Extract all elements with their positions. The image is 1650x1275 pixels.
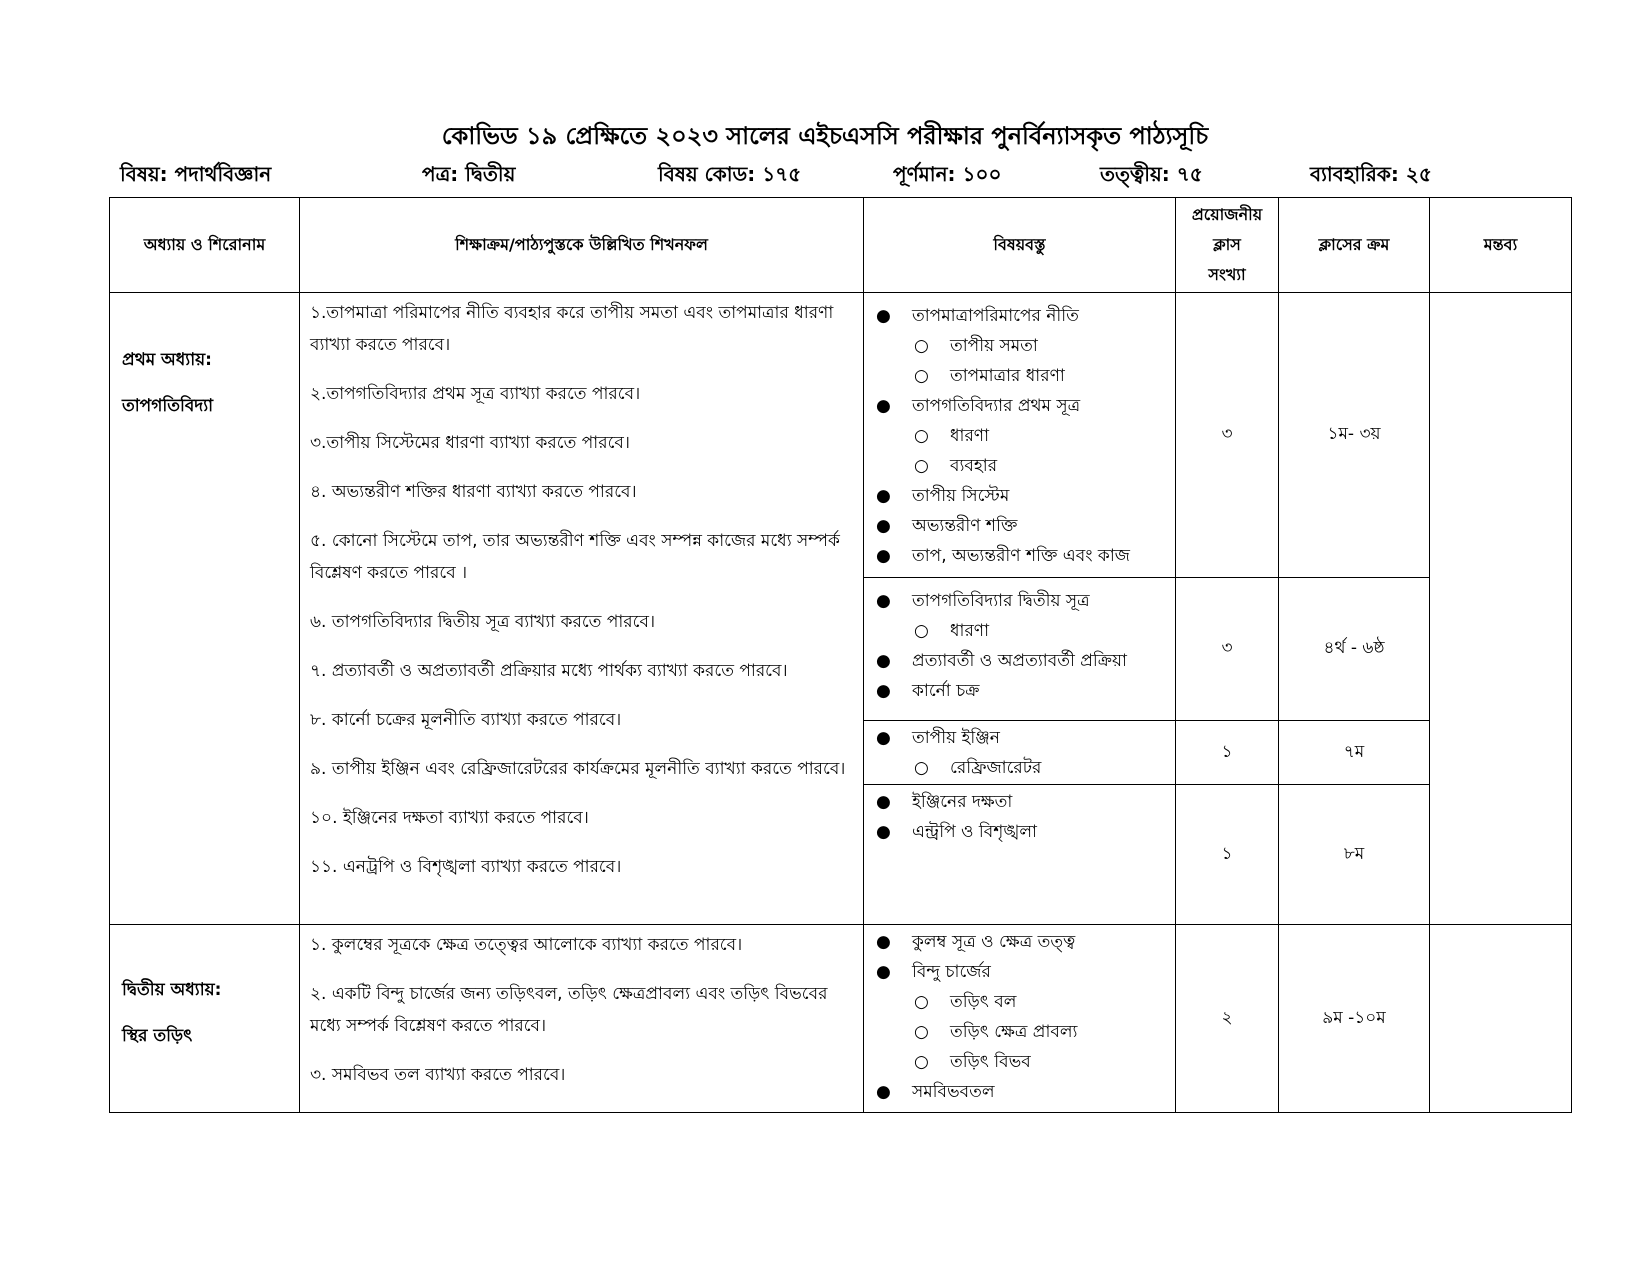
- remarks-chapter-2: [1430, 925, 1572, 1113]
- chapter-1-title: তাপগতিবিদ্যা: [122, 396, 214, 416]
- bullet-icon: ●: [876, 962, 891, 982]
- list-item: ○ ধারণা: [864, 616, 1175, 646]
- bullet-icon: ●: [876, 792, 891, 812]
- table-row: [110, 925, 1572, 1113]
- bullet-icon: ●: [876, 932, 891, 952]
- list-item: ● প্রত্যাবর্তী ও অপ্রত্যাবর্তী প্রক্রিয়া: [864, 646, 1175, 676]
- paper-label: পত্র: দ্বিতীয়: [422, 162, 516, 186]
- outcome-item: ২.তাপগতিবিদ্যার প্রথম সূত্র ব্যাখ্যা করতে পারবে।: [310, 384, 641, 404]
- list-item: ● অভ্যন্তরীণ শক্তি: [864, 511, 1175, 541]
- chapter-2-outcomes: [300, 925, 864, 1113]
- bullet-icon: ●: [876, 591, 891, 611]
- chapter-2-label: দ্বিতীয় অধ্যায়:: [122, 980, 222, 1000]
- outcome-item: ৭. প্রত্যাবর্তী ও অপ্রত্যাবর্তী প্রক্রিয়ার মধ্যে পার্থক্য ব্যাখ্যা করতে পারবে।: [310, 661, 788, 681]
- class-order-1: ১ম- ৩য়: [1279, 293, 1430, 578]
- outcome-item: ২. একটি বিন্দু চার্জের জন্য তড়িৎবল, তড়িৎ ক্ষেত্রপ্রাবল্য এবং তড়িৎ বিভবের মধ্যে সম্পর্ক বিশ্লেষণ করতে পারবে।: [310, 984, 828, 1036]
- list-item: ● তাপগতিবিদ্যার প্রথম সূত্র: [864, 391, 1175, 421]
- circle-bullet-icon: ○: [914, 621, 929, 641]
- practical-marks-label: ব্যাবহারিক: ২৫: [1310, 162, 1432, 186]
- circle-bullet-icon: ○: [914, 456, 929, 476]
- table-row: [110, 293, 1572, 578]
- header-outcomes: শিক্ষাক্রম/পাঠ্যপুস্তকে উল্লিখিত শিখনফল: [300, 198, 864, 293]
- chapter-1-cell: [110, 293, 300, 925]
- bullet-icon: ●: [876, 822, 891, 842]
- list-item: ● তাপ, অভ্যন্তরীণ শক্তি এবং কাজ: [864, 541, 1175, 571]
- class-order-3: ৭ম: [1279, 721, 1430, 785]
- header-class-count: [1176, 198, 1279, 293]
- list-item: ● এন্ট্রপি ও বিশৃঙ্খলা: [864, 817, 1175, 847]
- list-item: ● বিন্দু চার্জের: [864, 957, 1175, 987]
- header-chapter: অধ্যায় ও শিরোনাম: [110, 198, 300, 293]
- syllabus-table: [109, 197, 1572, 1113]
- list-item: ● কুলম্ব সূত্র ও ক্ষেত্র তত্ত্ব: [864, 927, 1175, 957]
- outcome-item: ৩.তাপীয় সিস্টেমের ধারণা ব্যাখ্যা করতে পারবে।: [310, 433, 630, 453]
- circle-bullet-icon: ○: [914, 1022, 929, 1042]
- chapter-1-label: প্রথম অধ্যায়:: [122, 350, 212, 370]
- remarks-chapter-1: [1430, 293, 1572, 925]
- class-count-5: ২: [1176, 925, 1279, 1113]
- header-remarks: মন্তব্য: [1430, 198, 1572, 293]
- outcome-item: ৯. তাপীয় ইঞ্জিন এবং রেফ্রিজারেটরের কার্যক্রমের মূলনীতি ব্যাখ্যা করতে পারবে।: [310, 759, 846, 779]
- outcome-item: ১. কুলম্বের সূত্রকে ক্ষেত্র তত্ত্বের আলোকে ব্যাখ্যা করতে পারবে।: [310, 935, 743, 955]
- list-item: ● ইঞ্জিনের দক্ষতা: [864, 787, 1175, 817]
- list-item: ○ ব্যবহার: [864, 451, 1175, 481]
- circle-bullet-icon: ○: [914, 426, 929, 446]
- list-item: ● সমবিভবতল: [864, 1077, 1175, 1107]
- bullet-icon: ●: [876, 651, 891, 671]
- outcome-item: ১০. ইঞ্জিনের দক্ষতা ব্যাখ্যা করতে পারবে।: [310, 808, 589, 828]
- list-item: ○ রেফ্রিজারেটর: [864, 753, 1175, 783]
- list-item: ○ তাপমাত্রার ধারণা: [864, 361, 1175, 391]
- bullet-icon: ●: [876, 546, 891, 566]
- bullet-icon: ●: [876, 306, 891, 326]
- header-content: বিষয়বস্তু: [864, 198, 1176, 293]
- bullet-icon: ●: [876, 486, 891, 506]
- subject-label: বিষয়: পদার্থবিজ্ঞান: [120, 162, 272, 186]
- class-count-3: ১: [1176, 721, 1279, 785]
- list-item: ● তাপগতিবিদ্যার দ্বিতীয় সূত্র: [864, 586, 1175, 616]
- content-group-4: [864, 785, 1176, 925]
- list-item: ● কার্নো চক্র: [864, 676, 1175, 706]
- list-item: ○ তড়িৎ বিভব: [864, 1047, 1175, 1077]
- class-count-4: ১: [1176, 785, 1279, 925]
- class-order-5: ৯ম -১০ম: [1279, 925, 1430, 1113]
- outcome-item: ৬. তাপগতিবিদ্যার দ্বিতীয় সূত্র ব্যাখ্যা করতে পারবে।: [310, 612, 656, 632]
- subject-code-label: বিষয় কোড: ১৭৫: [658, 162, 802, 186]
- header-class-count-line-1: প্রয়োজনীয়: [1191, 205, 1263, 224]
- chapter-1-outcomes: [300, 293, 864, 925]
- full-marks-label: পূর্ণমান: ১০০: [893, 162, 1002, 186]
- list-item: ○ তাপীয় সমতা: [864, 331, 1175, 361]
- outcome-item: ৫. কোনো সিস্টেমে তাপ, তার অভ্যন্তরীণ শক্তি এবং সম্পন্ন কাজের মধ্যে সম্পর্ক বিশ্লেষণ করতে পারবে ।: [310, 531, 840, 583]
- circle-bullet-icon: ○: [914, 336, 929, 356]
- content-group-5: [864, 925, 1176, 1113]
- header-class-count-line-2: ক্লাস: [1213, 235, 1241, 254]
- circle-bullet-icon: ○: [914, 992, 929, 1012]
- circle-bullet-icon: ○: [914, 1052, 929, 1072]
- bullet-icon: ●: [876, 396, 891, 416]
- bullet-icon: ●: [876, 728, 891, 748]
- page-title: কোভিড ১৯ প্রেক্ষিতে ২০২৩ সালের এইচএসসি পরীক্ষার পুনর্বিন্যাসকৃত পাঠ্যসূচি: [441, 122, 1209, 150]
- table-header-row: [110, 198, 1572, 293]
- list-item: ● তাপমাত্রাপরিমাপের নীতি: [864, 301, 1175, 331]
- class-count-1: ৩: [1176, 293, 1279, 578]
- bullet-icon: ●: [876, 681, 891, 701]
- class-order-2: ৪র্থ - ৬ষ্ঠ: [1279, 578, 1430, 721]
- bullet-icon: ●: [876, 516, 891, 536]
- outcome-item: ৩. সমবিভব তল ব্যাখ্যা করতে পারবে।: [310, 1065, 566, 1085]
- list-item: ○ তড়িৎ ক্ষেত্র প্রাবল্য: [864, 1017, 1175, 1047]
- list-item: ● তাপীয় সিস্টেম: [864, 481, 1175, 511]
- outcome-item: ৮. কার্নো চক্রের মূলনীতি ব্যাখ্যা করতে পারবে।: [310, 710, 622, 730]
- list-item: ○ ধারণা: [864, 421, 1175, 451]
- content-group-3: [864, 721, 1176, 785]
- header-class-order: ক্লাসের ক্রম: [1279, 198, 1430, 293]
- theory-marks-label: তত্ত্বীয়: ৭৫: [1100, 162, 1203, 186]
- bullet-icon: ●: [876, 1082, 891, 1102]
- list-item: ○ তড়িৎ বল: [864, 987, 1175, 1017]
- class-order-4: ৮ম: [1279, 785, 1430, 925]
- class-count-2: ৩: [1176, 578, 1279, 721]
- outcome-item: ৪. অভ্যন্তরীণ শক্তির ধারণা ব্যাখ্যা করতে পারবে।: [310, 482, 637, 502]
- outcome-item: ১.তাপমাত্রা পরিমাপের নীতি ব্যবহার করে তাপীয় সমতা এবং তাপমাত্রার ধারণা ব্যাখ্যা করতে পারবে।: [310, 303, 834, 355]
- header-class-count-line-3: সংখ্যা: [1208, 265, 1246, 284]
- list-item: ● তাপীয় ইঞ্জিন: [864, 723, 1175, 753]
- chapter-2-cell: [110, 925, 300, 1113]
- chapter-2-title: স্থির তড়িৎ: [122, 1026, 193, 1046]
- circle-bullet-icon: ○: [914, 758, 929, 778]
- content-group-1: [864, 293, 1176, 578]
- circle-bullet-icon: ○: [914, 366, 929, 386]
- content-group-2: [864, 578, 1176, 721]
- outcome-item: ১১. এনট্রপি ও বিশৃঙ্খলা ব্যাখ্যা করতে পারবে।: [310, 857, 622, 877]
